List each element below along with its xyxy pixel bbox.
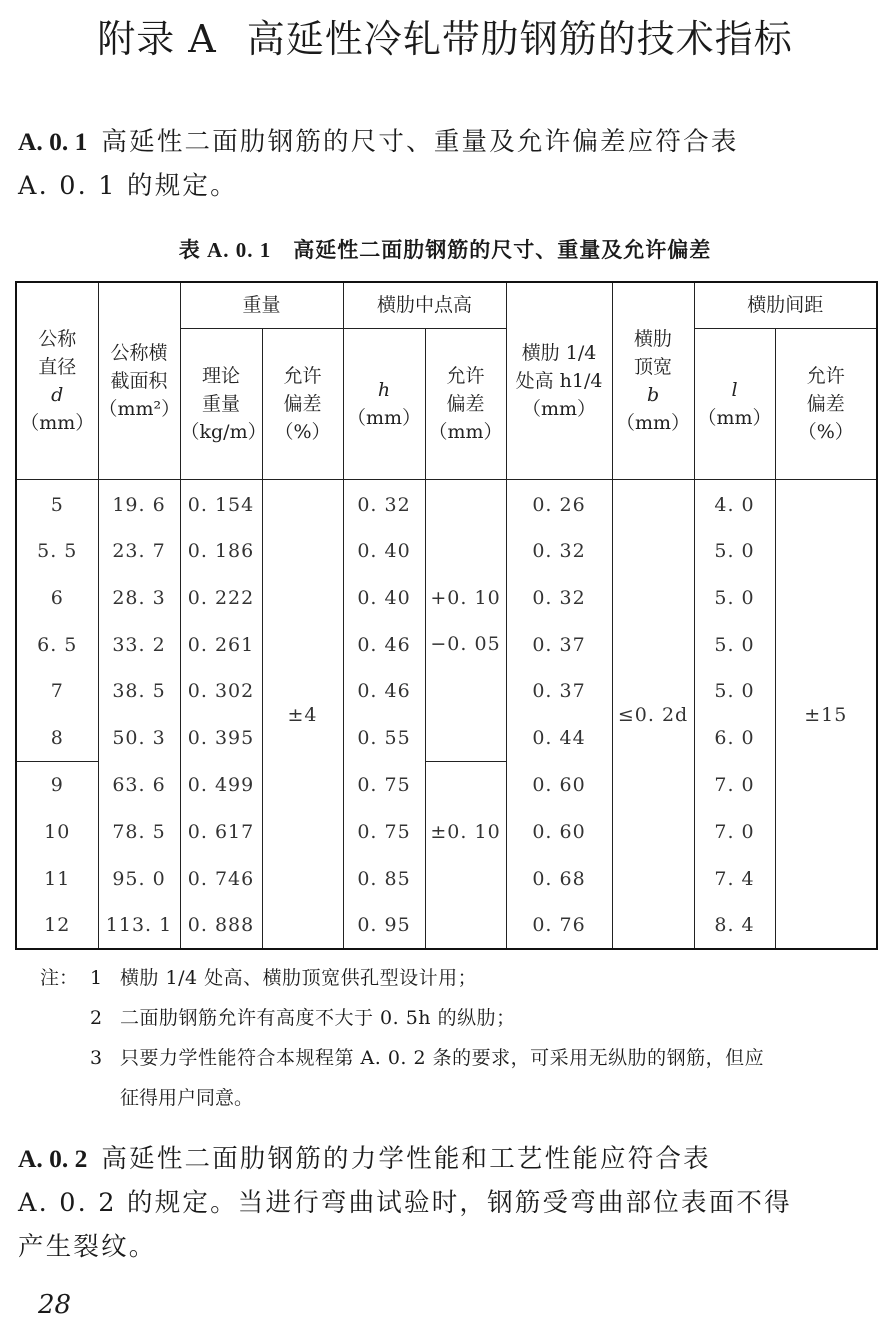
clause-text-cont: A. 0. 2 的规定。当进行弯曲试验时，钢筋受弯曲部位表面不得 — [18, 1188, 792, 1218]
clause-text-cont: 产生裂纹。 — [18, 1232, 157, 1262]
table-title: 高延性二面肋钢筋的尺寸、重量及允许偏差 — [293, 238, 712, 262]
header-weight-group: 重量 — [180, 282, 343, 328]
table-row: 5. 5 23. 7 0. 186 0. 40 0. 32 5. 0 — [16, 528, 877, 575]
table-row: 7 38. 5 0. 302 0. 46 0. 37 5. 0 — [16, 668, 877, 715]
note-continuation: 征得用户同意。 — [120, 1087, 254, 1109]
clause-a01 — [18, 120, 878, 208]
spacing-tolerance: ±15 — [775, 479, 877, 949]
header-rib-mid-group: 横肋中点高 — [343, 282, 506, 328]
table-row: 6 28. 3 0. 222 0. 40 0. 32 5. 0 — [16, 575, 877, 622]
clause-a02 — [18, 1137, 878, 1269]
header-spacing-group: 横肋间距 — [694, 282, 877, 328]
header-diameter: 公称 直径 d （mm） — [16, 282, 98, 479]
notes-label: 注： — [40, 967, 79, 989]
table-row: 8 50. 3 0. 395 0. 55 0. 44 6. 0 — [16, 714, 877, 761]
note-item: 注： 1 横肋 1/4 处高、横肋顶宽供孔型设计用； — [40, 958, 880, 998]
clause-text: 高延性二面肋钢筋的尺寸、重量及允许偏差应符合表 — [101, 127, 739, 157]
h-tolerance-large: ±0. 10 — [425, 762, 506, 950]
appendix-label: 附录 A — [97, 17, 217, 61]
note-item: 2 二面肋钢筋允许有高度不大于 0. 5h 的纵肋； — [90, 1007, 516, 1029]
header-rib-mid-tol: 允许 偏差 （mm） — [425, 328, 506, 479]
weight-tolerance: ±4 — [262, 479, 343, 949]
table-caption — [0, 234, 890, 264]
table-row: 5 19. 6 0. 154 ±4 0. 32 +0. 10 −0. 05 0. 26 ≤0. 2d 4. 0 ±15 — [16, 479, 877, 528]
header-rib-quarter: 横肋 1/4 处高 h1/4 （mm） — [506, 282, 612, 479]
header-rib-mid-h: h （mm） — [343, 328, 425, 479]
table-row: 10 78. 5 0. 617 0. 75 0. 60 7. 0 — [16, 809, 877, 856]
header-weight-theory: 理论 重量 （kg/m） — [180, 328, 262, 479]
header-spacing-l: l （mm） — [694, 328, 775, 479]
header-area: 公称横 截面积 （mm²） — [98, 282, 180, 479]
table-row: 6. 5 33. 2 0. 261 0. 46 0. 37 5. 0 — [16, 621, 877, 668]
spec-table — [15, 281, 878, 950]
clause-number: A. 0. 2 — [18, 1144, 88, 1173]
header-spacing-tol: 允许 偏差 （%） — [775, 328, 877, 479]
table-row: 9 63. 6 0. 499 0. 75 ±0. 10 0. 60 7. 0 — [16, 762, 877, 809]
rib-top-width: ≤0. 2d — [612, 479, 694, 949]
header-weight-tol: 允许 偏差 （%） — [262, 328, 343, 479]
table-row: 12 113. 1 0. 888 0. 95 0. 76 8. 4 — [16, 902, 877, 950]
clause-text-cont: A. 0. 1 的规定。 — [18, 171, 238, 201]
header-rib-top: 横肋 顶宽 b （mm） — [612, 282, 694, 479]
clause-text: 高延性二面肋钢筋的力学性能和工艺性能应符合表 — [101, 1144, 711, 1174]
appendix-title: 高延性冷轧带肋钢筋的技术指标 — [246, 17, 793, 61]
h-tolerance-small: +0. 10 −0. 05 — [425, 479, 506, 762]
table-number: 表 A. 0. 1 — [178, 238, 272, 262]
table-notes — [40, 958, 880, 1118]
clause-number: A. 0. 1 — [18, 127, 88, 156]
table-row: 11 95. 0 0. 746 0. 85 0. 68 7. 4 — [16, 855, 877, 902]
note-item: 3 只要力学性能符合本规程第 A. 0. 2 条的要求，可采用无纵肋的钢筋，但应 — [90, 1047, 765, 1069]
page-title — [0, 8, 890, 63]
page-number: 28 — [38, 1290, 72, 1320]
